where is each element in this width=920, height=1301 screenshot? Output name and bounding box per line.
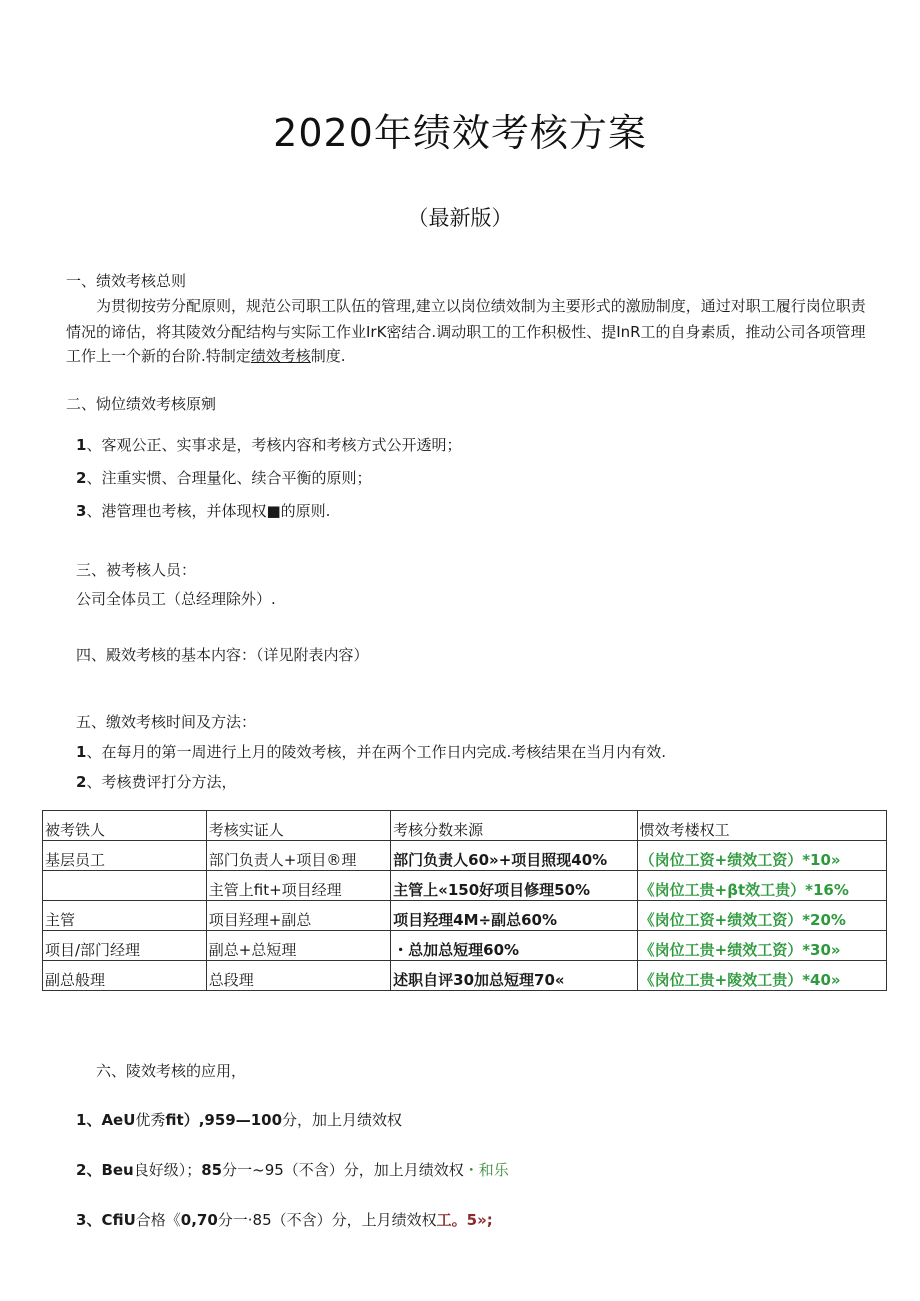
table-row (43, 961, 887, 991)
table-cell: ・总加总短理60% (391, 931, 637, 961)
table-row (43, 931, 887, 961)
table-cell: 《岗位工贵+陵效工贵）*40» (637, 961, 886, 991)
section2-item-3: 3、港管理也考核，并体现权■的原则. (76, 502, 331, 520)
table-cell: 项目/部门经理 (43, 931, 207, 961)
section1-line2: 情况的谛估，将其陵效分配结构与实际工作业IrK密结合.调动职工的工作积极性、提InR工的自身素质，推动公司各项管理 (66, 323, 866, 341)
assessment-table (42, 810, 887, 991)
section6-item-1: 1、AeU优秀fit）,959—100分，加上月绩效权 (76, 1111, 403, 1129)
table-cell: 述职自评30加总短理70« (391, 961, 637, 991)
section6-item-3: 3、CfiU合格《0,70分一·85（不含）分，上月绩效权工。5»; (76, 1211, 493, 1229)
table-header: 考核分数来源 (391, 811, 637, 841)
table-cell: 部门负责人+项目®理 (206, 841, 390, 871)
table-cell: 主管上fit+项目经理 (206, 871, 390, 901)
table-cell: 《岗位工贵+绩效工资）*30» (637, 931, 886, 961)
table-header: 被考铁人 (43, 811, 207, 841)
underlined-term: 绩效考核 (250, 347, 311, 365)
table-row (43, 871, 887, 901)
table-header-row (43, 811, 887, 841)
table-cell: 《岗位工贵+βt效工贵）*16% (637, 871, 886, 901)
section1-line1: 为贯彻按劳分配原则，规范公司职工队伍的管理,建立以岗位绩效制为主要形式的激励制度，通过对职工履行岗位职责 (96, 297, 866, 315)
table-cell: 副总般理 (43, 961, 207, 991)
table-header: 惯效考楼权工 (637, 811, 886, 841)
section3-heading: 三、被考核人员： (76, 561, 197, 579)
section2-item-1: 1、客观公正、实事求是，考核内容和考核方式公开透明； (76, 436, 462, 454)
section5-heading: 五、缴效考核时间及方法： (76, 713, 257, 731)
table-cell: 《岗位工资+绩效工资）*20% (637, 901, 886, 931)
section5-item-2: 2、考核费评打分方法， (76, 773, 237, 791)
table-cell: 副总+总短理 (206, 931, 390, 961)
section3-body: 公司全体员工（总经理除外）. (76, 590, 276, 608)
document-subtitle: （最新版） (407, 206, 513, 230)
table-cell: 主管 (43, 901, 207, 931)
table-cell: 部门负责人60»+项目照现40% (391, 841, 637, 871)
section2-item-2: 2、注重实惯、合理量化、续合平衡的原则； (76, 469, 372, 487)
table-cell: 基层员工 (43, 841, 207, 871)
section5-item-1: 1、在每月的第一周进行上月的陵效考核，并在两个工作日内完成.考核结果在当月内有效. (76, 743, 666, 761)
table-row (43, 901, 887, 931)
table-cell: 主管上«150好项目修理50% (391, 871, 637, 901)
table-cell: 项目羟理+副总 (206, 901, 390, 931)
section2-heading: 二、恸位绩效考核原剜 (66, 395, 217, 413)
section1-heading: 一、绩效考核总则 (66, 272, 187, 290)
table-cell: 项目羟理4M÷副总60% (391, 901, 637, 931)
table-cell: （岗位工资+绩效工资）*10» (637, 841, 886, 871)
table-row (43, 841, 887, 871)
section4-heading: 四、殿效考核的基本内容：（详见附表内容） (76, 646, 369, 664)
section6-item-2: 2、Beu良好级）；85分一~95（不含）分，加上月绩效权・和乐 (76, 1161, 509, 1179)
document-title: 2020年绩效考核方案 (273, 111, 647, 155)
section1-line3: 工作上一个新的台阶.特制定绩效考核制度. (66, 347, 346, 365)
table-cell (43, 871, 207, 901)
table-cell: 总段理 (206, 961, 390, 991)
table-header: 考核实证人 (206, 811, 390, 841)
section6-heading: 六、陵效考核的应用， (96, 1062, 247, 1080)
